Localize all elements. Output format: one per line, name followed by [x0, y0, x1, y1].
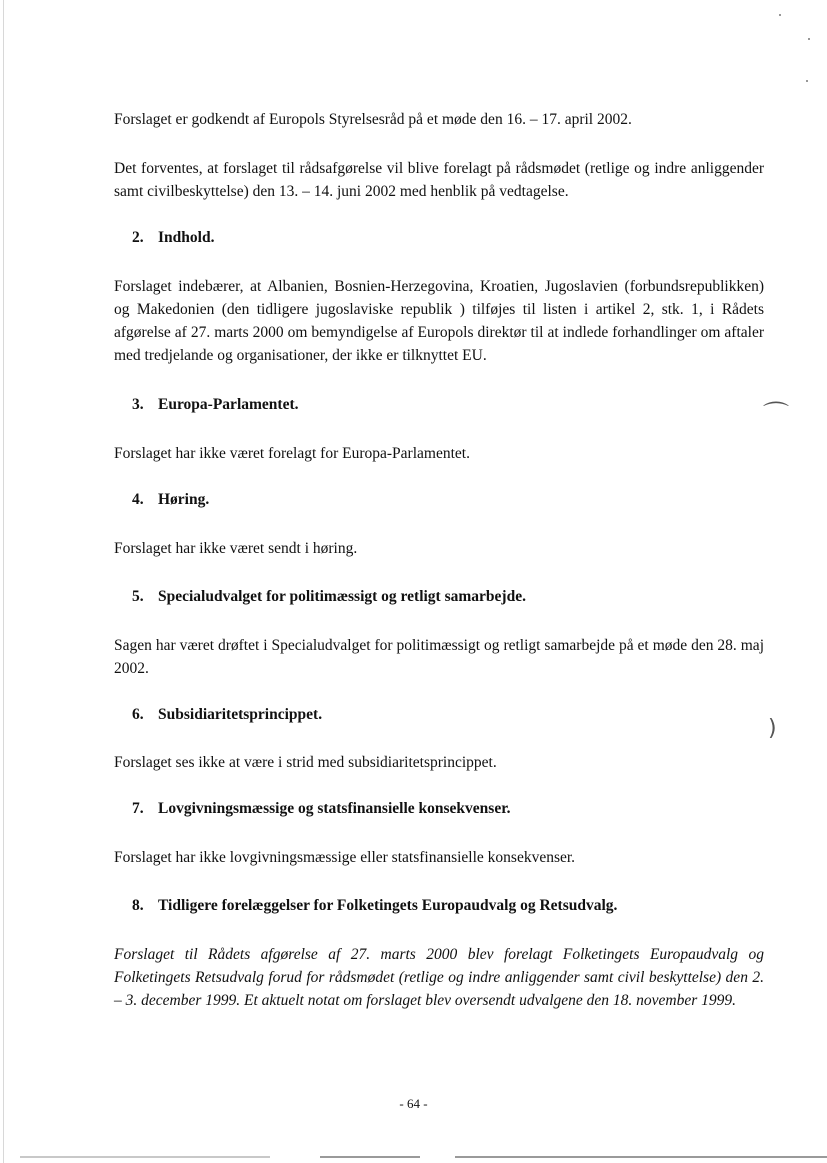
scan-edge-bottom — [455, 1156, 827, 1158]
scan-speck — [779, 14, 781, 16]
section-title: Subsidiaritetsprincippet. — [158, 706, 323, 723]
section-title: Europa-Parlamentet. — [158, 396, 299, 413]
section-heading-europa-parlamentet — [132, 394, 752, 416]
section-body-forelaeggelser: Forslaget til Rådets afgørelse af 27. marts 2000 blev forelagt Folketingets Europaudvalg og Folketingets Retsudvalg forud for rådsmødet (retlige og indre anliggender samt civil beskyttelse) den 2. – 3. december 1999. Et aktuelt notat om forslaget blev oversendt udvalgene den 18. november 1999. — [114, 946, 764, 1009]
section-title: Specialudvalget for politimæssigt og retligt samarbejde. — [158, 588, 526, 605]
section-number: 2. — [132, 229, 144, 246]
punch-hole-mark-top: ⌒ — [763, 401, 790, 431]
paragraph-approval: Forslaget er godkendt af Europols Styrelsesråd på et møde den 16. – 17. april 2002. — [114, 111, 632, 128]
section-heading-forelaeggelser — [132, 895, 752, 917]
section-heading-specialudvalget — [132, 586, 752, 608]
scan-edge-bottom — [320, 1156, 420, 1158]
section-heading-konsekvenser — [132, 798, 752, 820]
section-number: 5. — [132, 588, 144, 605]
section-heading-indhold — [132, 227, 752, 249]
scan-edge-left — [3, 0, 4, 1163]
scan-speck — [806, 80, 808, 82]
section-heading-hoering — [132, 489, 752, 511]
page-number: - 64 - — [399, 1096, 428, 1111]
paragraph-expected-adoption: Det forventes, at forslaget til rådsafgørelse vil blive forelagt på rådsmødet (retlige og indre anliggender samt civilbeskyttelse) den 13. – 14. juni 2002 med henblik på vedtagelse. — [114, 160, 764, 200]
section-number: 6. — [132, 706, 144, 723]
section-title: Lovgivningsmæssige og statsfinansielle konsekvenser. — [158, 800, 511, 817]
scan-speck — [808, 38, 810, 40]
section-body-konsekvenser: Forslaget har ikke lovgivningsmæssige eller statsfinansielle konsekvenser. — [114, 849, 576, 866]
section-number: 7. — [132, 800, 144, 817]
punch-hole-mark-bottom: ) — [768, 716, 777, 741]
section-number: 3. — [132, 396, 144, 413]
section-body-europa-parlamentet: Forslaget har ikke været forelagt for Europa-Parlamentet. — [114, 445, 470, 462]
section-heading-subsidiaritet — [132, 704, 752, 726]
section-title: Indhold. — [158, 229, 215, 246]
section-number: 4. — [132, 491, 144, 508]
section-body-specialudvalget: Sagen har været drøftet i Specialudvalget for politimæssigt og retligt samarbejde på et møde den 28. maj 2002. — [114, 637, 764, 677]
scan-edge-bottom — [20, 1156, 270, 1158]
section-title: Høring. — [158, 491, 210, 508]
section-body-hoering: Forslaget har ikke været sendt i høring. — [114, 540, 358, 557]
section-title: Tidligere forelæggelser for Folketingets Europaudvalg og Retsudvalg. — [158, 897, 618, 914]
section-number: 8. — [132, 897, 144, 914]
section-body-indhold: Forslaget indebærer, at Albanien, Bosnien-Herzegovina, Kroatien, Jugoslavien (forbundsrepublikken) og Makedonien (den tidligere jugoslaviske republik ) tilføjes til listen i artikel 2, stk. 1, i Rådets afgørelse af 27. marts 2000 om bemyndigelse af Europols direktør til at indlede forhandlinger om aftaler med tredjelande og organisationer, der ikke er tilknyttet EU. — [114, 278, 764, 364]
section-body-subsidiaritet: Forslaget ses ikke at være i strid med subsidiaritetsprincippet. — [114, 754, 497, 771]
